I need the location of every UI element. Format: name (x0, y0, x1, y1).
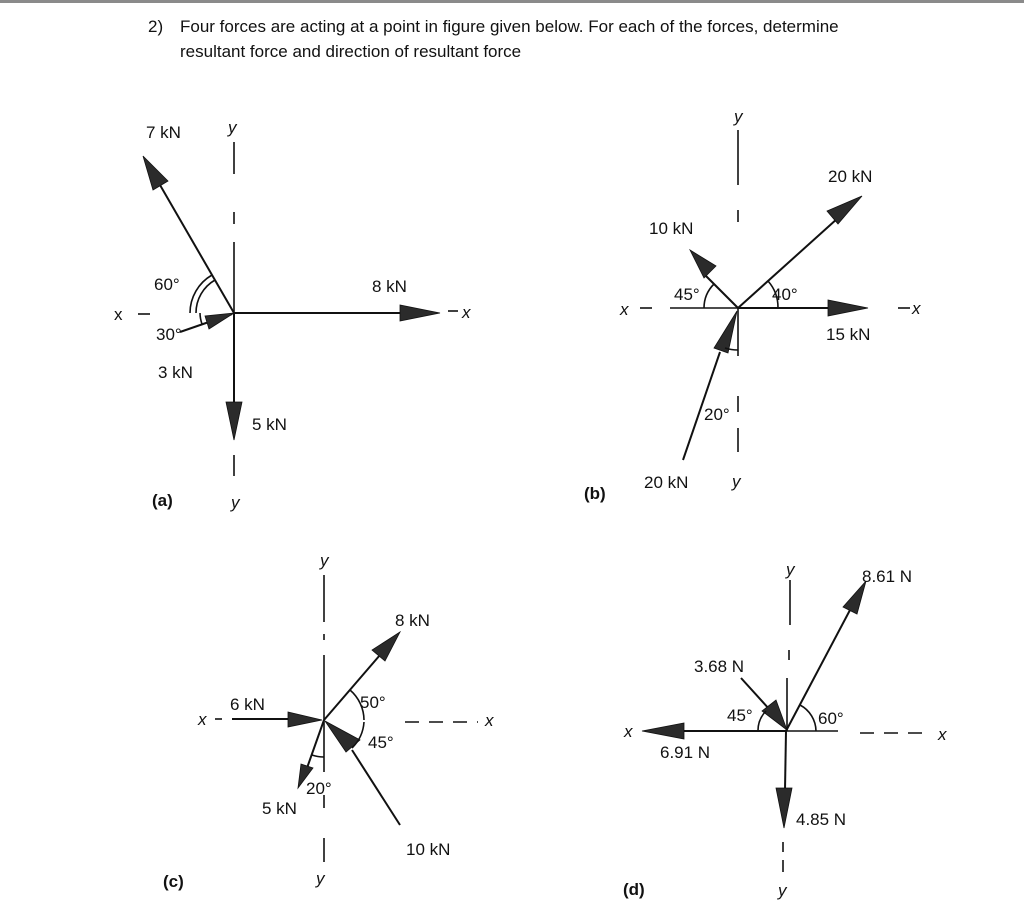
figure-b-force-20kn-lower-arrowhead (714, 311, 737, 353)
figure-b-x-label-right: x (912, 299, 921, 318)
figure-d-force-4-85n-shaft (785, 731, 786, 790)
figure-b-force-20kn-upper-label: 20 kN (828, 167, 873, 186)
figure-a-label: (a) (152, 491, 173, 510)
figure-c-angle-50-label: 50° (360, 693, 386, 712)
figure-d-angle-60-arc (800, 705, 816, 731)
figure-d-y-label-bottom: y (778, 881, 787, 900)
figure-d-force-4-85n-arrowhead (776, 788, 792, 828)
figure-b-y-label-bottom: y (732, 472, 741, 491)
figure-a-x-label-left: x (114, 305, 123, 324)
figure-c-force-10kn-arrowhead (325, 721, 360, 752)
figure-d-force-6-91n-arrowhead (642, 723, 684, 739)
figure-b-force-10kn-label: 10 kN (649, 219, 694, 238)
figure-b-force-10kn-shaft (702, 272, 738, 308)
figure-d-force-3-68n-label: 3.68 N (694, 657, 745, 676)
figure-a-angle-60-arc-inner (196, 280, 215, 313)
figure-d-label: (d) (623, 880, 645, 899)
figure-b (584, 107, 921, 503)
figure-c-x-label-right: x (485, 711, 494, 730)
figure-b-force-15kn-label: 15 kN (826, 325, 871, 344)
figure-d-angle-45-label: 45° (727, 706, 753, 725)
figure-d-angle-45-arc (758, 711, 766, 731)
figure-b-label: (b) (584, 484, 606, 503)
figure-a-force-7kn-arrowhead (143, 156, 168, 190)
figure-c-force-5kn-shaft (307, 720, 324, 768)
figure-b-angle-20-label: 20° (704, 405, 730, 424)
figure-c-force-10kn-shaft (352, 750, 400, 825)
figure-c-force-6kn-arrowhead (288, 712, 322, 727)
figure-a-force-3kn-label: 3 kN (158, 363, 193, 382)
figure-d-force-6-91n-label: 6.91 N (660, 743, 711, 762)
figure-a-force-3kn-arrowhead (205, 313, 234, 329)
figure-a-force-5kn-label: 5 kN (252, 415, 287, 434)
figure-c-y-label-top: y (320, 551, 329, 570)
question-line-2: resultant force and direction of resultant force (180, 42, 522, 61)
figure-a (114, 118, 471, 512)
figure-b-angle-40-label: 40° (772, 285, 798, 304)
figure-c-force-5kn-label: 5 kN (262, 799, 297, 818)
figure-a-force-5kn-arrowhead (226, 402, 242, 440)
figure-c-y-label-bottom: y (316, 869, 325, 888)
figure-b-angle-45-arc (704, 284, 714, 308)
figure-a-force-8kn-label: 8 kN (372, 277, 407, 296)
figure-b-y-label-top: y (734, 107, 743, 126)
figure-c-angle-45-label: 45° (368, 733, 394, 752)
question-number: 2) (148, 17, 164, 36)
figure-d-force-4-85n-label: 4.85 N (796, 810, 847, 829)
figure-d-angle-60-label: 60° (818, 709, 844, 728)
figure-d (623, 560, 947, 900)
question-line-1-text: Four forces are acting at a point in figure given below. For each of the forces, determine (180, 17, 839, 36)
figure-b-force-10kn-arrowhead (690, 250, 716, 278)
figure-a-y-label-bottom: y (231, 493, 240, 512)
figure-c-label: (c) (163, 872, 184, 891)
figure-d-x-label-left: x (624, 722, 633, 741)
figure-a-x-label-right: x (462, 303, 471, 322)
figure-c-force-8kn-arrowhead (372, 632, 400, 661)
figure-c-angle-20-label: 20° (306, 779, 332, 798)
figure-c-force-10kn-label: 10 kN (406, 840, 451, 859)
figure-c (163, 551, 494, 891)
figure-d-x-label-right: x (938, 725, 947, 744)
figure-d-force-8-61n-label: 8.61 N (862, 567, 913, 586)
figure-b-force-15kn-arrowhead (828, 300, 868, 316)
figure-a-angle-30-arc (200, 313, 202, 324)
figure-c-force-8kn-label: 8 kN (395, 611, 430, 630)
figure-b-force-20kn-upper-arrowhead (827, 196, 862, 224)
figure-d-y-label-top: y (786, 560, 795, 579)
figure-c-x-label-left: x (198, 710, 207, 729)
figure-b-x-label-left: x (620, 300, 629, 319)
figure-a-y-label-top: y (228, 118, 237, 137)
figure-b-angle-45-label: 45° (674, 285, 700, 304)
figure-b-force-20kn-lower-label: 20 kN (644, 473, 689, 492)
figure-a-force-7kn-label: 7 kN (146, 123, 181, 142)
figure-a-angle-30-label: 30° (156, 325, 182, 344)
figure-c-angle-20-arc (312, 755, 324, 757)
figure-a-force-8kn-arrowhead (400, 305, 440, 321)
figure-c-force-6kn-label: 6 kN (230, 695, 265, 714)
figure-a-angle-60-label: 60° (154, 275, 180, 294)
